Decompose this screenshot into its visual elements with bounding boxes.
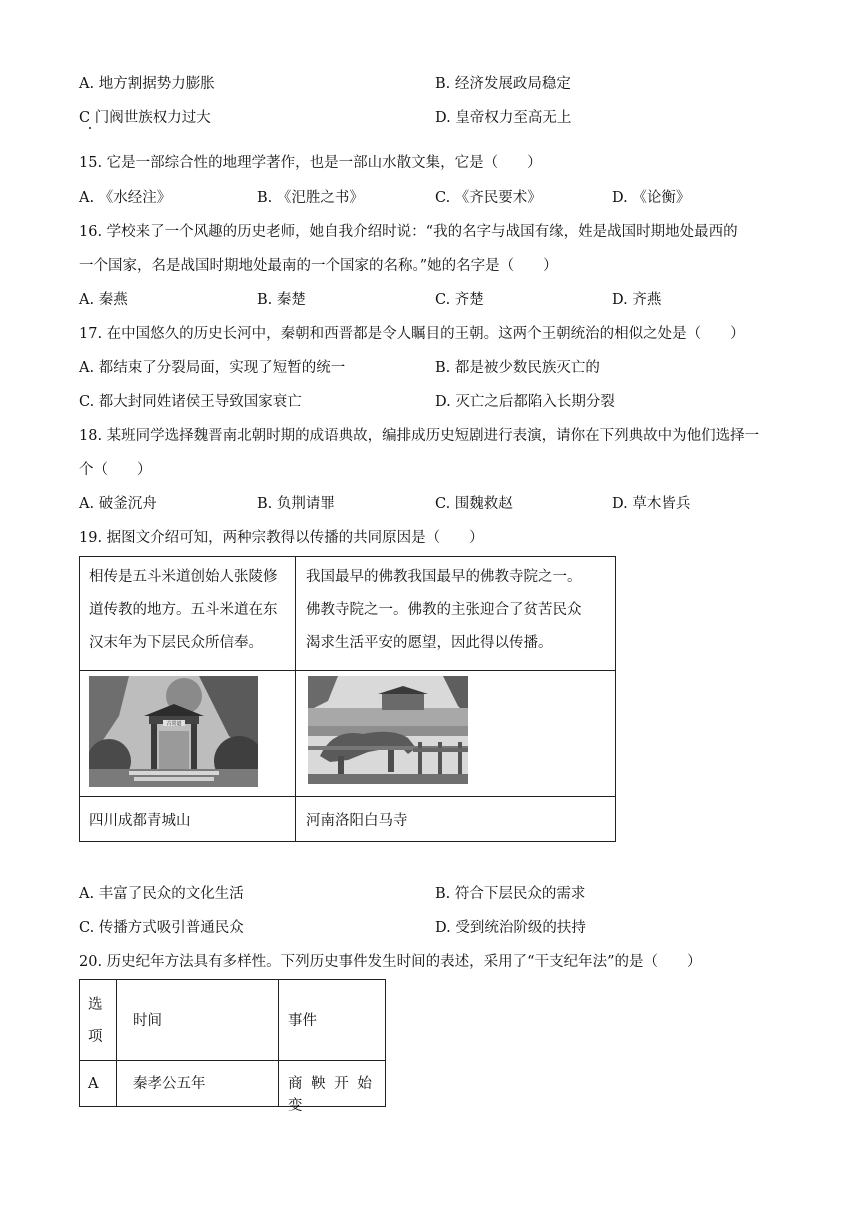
- q16-option-a: A. 秦燕: [79, 292, 128, 308]
- q19-right-description: [306, 561, 582, 660]
- q15-stem: 15. 它是一部综合性的地理学著作，也是一部山水散文集，它是（ ）: [79, 155, 542, 171]
- q20-row-a-event: 商 鞅 开 始 变: [288, 1076, 374, 1114]
- q16-option-c: C. 齐楚: [435, 292, 484, 308]
- q17-option-b: B. 都是被少数民族灭亡的: [435, 360, 600, 376]
- q19-option-c: C. 传播方式吸引普通民众: [79, 920, 244, 936]
- q19-left-description: [89, 561, 278, 660]
- q16-stem-line2: 一个国家，名是战国时期地处最南的一个国家的名称。”她的名字是（ ）: [79, 258, 558, 274]
- q15-option-a: A. 《水经注》: [79, 190, 172, 206]
- q19-table-row-divider: [80, 796, 615, 797]
- q19-left-line: 汉末年为下层民众所信奉。: [89, 635, 263, 651]
- q17-option-a: A. 都结束了分裂局面，实现了短暂的统一: [79, 360, 346, 376]
- qingcheng-mountain-photo: [89, 676, 258, 787]
- stray-mark: [89, 127, 91, 129]
- q19-right-caption: 河南洛阳白马寺: [306, 813, 408, 829]
- q15-option-c: C. 《齐民要术》: [435, 190, 542, 206]
- qingcheng-gate-sign: 古常道: [166, 721, 182, 727]
- q20-col-divider: [278, 980, 279, 1106]
- q19-right-line: 佛教寺院之一。佛教的主张迎合了贫苦民众: [306, 602, 582, 618]
- q16-option-b: B. 秦楚: [257, 292, 306, 308]
- q19-option-b: B. 符合下层民众的需求: [435, 886, 586, 902]
- q19-left-caption: 四川成都青城山: [89, 813, 191, 829]
- q15-option-d: D. 《论衡》: [612, 190, 691, 206]
- q19-left-line: 道传教的地方。五斗米道在东: [89, 602, 278, 618]
- q19-right-line: 我国最早的佛教我国最早的佛教寺院之一。: [306, 569, 582, 585]
- q14-option-b: B. 经济发展政局稳定: [435, 76, 571, 92]
- q17-option-d: D. 灭亡之后都陷入长期分裂: [435, 394, 615, 410]
- q20-row-divider: [80, 1060, 385, 1061]
- q19-right-line: 渴求生活平安的愿望，因此得以传播。: [306, 635, 553, 651]
- q20-table: [79, 979, 386, 1114]
- q19-table: [79, 556, 616, 842]
- q19-left-line: 相传是五斗米道创始人张陵修: [89, 569, 278, 585]
- q20-header-event: 事件: [288, 1013, 317, 1029]
- q20-header-option-2: 项: [88, 1029, 103, 1045]
- q19-option-d: D. 受到统治阶级的扶持: [435, 920, 586, 936]
- q19-table-divider: [295, 557, 296, 841]
- q20-header-time: 时间: [133, 1013, 162, 1029]
- q18-stem-line1: 18. 某班同学选择魏晋南北朝时期的成语典故，编排成历史短剧进行表演，请你在下列典故中为他们选择一: [79, 428, 760, 444]
- q20-header-option-1: 选: [88, 997, 103, 1013]
- q18-option-c: C. 围魏救赵: [435, 496, 513, 512]
- q18-stem-line2: 个（ ）: [79, 462, 152, 478]
- q18-option-a: A. 破釜沉舟: [79, 496, 157, 512]
- q19-stem: 19. 据图文介绍可知，两种宗教得以传播的共同原因是（ ）: [79, 530, 484, 546]
- q18-option-b: B. 负荆请罪: [257, 496, 335, 512]
- q16-option-d: D. 齐燕: [612, 292, 662, 308]
- baima-temple-photo: [308, 676, 468, 784]
- q19-option-a: A. 丰富了民众的文化生活: [79, 886, 244, 902]
- q20-row-a-time: 秦孝公五年: [133, 1076, 206, 1092]
- q16-stem-line1: 16. 学校来了一个风趣的历史老师，她自我介绍时说：“我的名字与战国有缘，姓是战国时期地处最西的: [79, 224, 738, 240]
- q14-option-d: D. 皇帝权力至高无上: [435, 110, 572, 126]
- q14-option-a: A. 地方割据势力膨胀: [79, 76, 215, 92]
- q18-option-d: D. 草木皆兵: [612, 496, 691, 512]
- q15-option-b: B. 《汜胜之书》: [257, 190, 364, 206]
- q17-option-c: C. 都大封同姓诸侯王导致国家衰亡: [79, 394, 302, 410]
- q14-option-c: C 门阀世族权力过大: [79, 110, 211, 126]
- q20-row-a-option: A: [88, 1076, 99, 1092]
- q20-col-divider: [116, 980, 117, 1106]
- q17-stem: 17. 在中国悠久的历史长河中，秦朝和西晋都是令人瞩目的王朝。这两个王朝统治的相似之处是（ ）: [79, 326, 745, 342]
- q20-stem: 20. 历史纪年方法具有多样性。下列历史事件发生时间的表述，采用了“干支纪年法”的是（ ）: [79, 954, 702, 970]
- q19-table-row-divider: [80, 670, 615, 671]
